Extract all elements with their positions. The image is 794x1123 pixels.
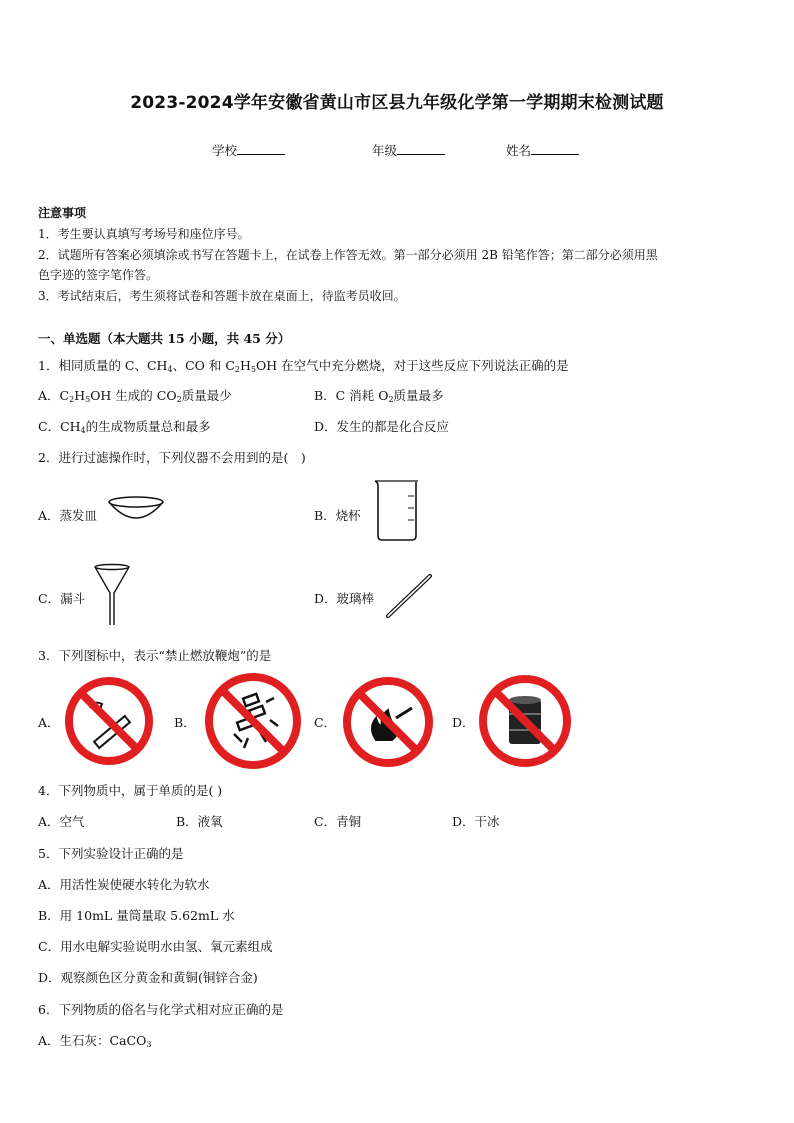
q4-option-b[interactable]: B．液氧	[176, 814, 223, 829]
question-4-stem: 4．下列物质中，属于单质的是( )	[38, 783, 223, 798]
page-title: 2023-2024学年安徽省黄山市区县九年级化学第一学期期末检测试题	[130, 93, 664, 113]
name-field	[506, 141, 579, 159]
q1-option-a[interactable]	[38, 386, 232, 404]
option-part: 质量最多	[393, 388, 444, 403]
grade-blank	[397, 142, 445, 155]
q5-option-d[interactable]: D．观察颜色区分黄金和黄铜(铜锌合金)	[38, 970, 258, 985]
funnel-icon	[92, 563, 132, 629]
option-part: OH 生成的 CO	[90, 388, 177, 403]
option-part: 质量最少	[181, 388, 232, 403]
no-flammable-barrel-sign-icon	[478, 674, 572, 768]
question-2-stem: 2．进行过滤操作时，下列仪器不会用到的是( )	[38, 450, 306, 465]
q2-option-d[interactable]: D．玻璃棒	[314, 591, 375, 606]
note-item: 2．试题所有答案必须填涂或书写在答题卡上，在试卷上作答无效。第一部分必须用 2B 铅笔作答；第二部分必须用黑	[38, 248, 658, 262]
subscript: 2	[234, 365, 240, 374]
subscript: 3	[146, 1040, 152, 1049]
note-item: 1．考生要认真填写考场号和座位序号。	[38, 227, 250, 241]
stem-part: H	[239, 358, 251, 373]
question-1-stem	[38, 356, 569, 374]
section-heading: 一、单选题（本大题共 15 小题，共 45 分）	[38, 331, 291, 346]
option-part: B．C 消耗 O	[314, 388, 389, 403]
name-blank	[531, 142, 579, 155]
q4-option-d[interactable]: D．干冰	[452, 814, 500, 829]
q4-option-c[interactable]: C．青铜	[314, 814, 362, 829]
q1-option-d[interactable]: D．发生的都是化合反应	[314, 419, 450, 434]
q2-option-b[interactable]: B．烧杯	[314, 508, 361, 523]
note-item: 色字迹的签字笔作答。	[38, 268, 159, 282]
subscript: 5	[85, 395, 91, 404]
option-part: 的生成物质量总和最多	[85, 419, 211, 434]
option-part: A．C	[38, 388, 70, 403]
q3-option-b[interactable]: B．	[174, 715, 196, 730]
no-smoking-sign-icon	[64, 676, 154, 766]
subscript: 5	[250, 365, 256, 374]
subscript: 2	[69, 395, 75, 404]
q3-option-a[interactable]: A．	[38, 715, 60, 730]
q5-option-a[interactable]: A．用活性炭使硬水转化为软水	[38, 877, 210, 892]
q2-option-c[interactable]: C．漏斗	[38, 591, 86, 606]
question-3-stem: 3．下列图标中，表示“禁止燃放鞭炮”的是	[38, 648, 272, 663]
evaporating-dish-icon	[106, 494, 166, 526]
q5-option-c[interactable]: C．用水电解实验说明水由氢、氧元素组成	[38, 939, 273, 954]
subscript: 4	[167, 365, 173, 374]
glass-rod-icon	[384, 572, 434, 620]
q3-option-d[interactable]: D．	[452, 715, 475, 730]
no-open-flame-sign-icon	[342, 676, 434, 768]
question-5-stem: 5．下列实验设计正确的是	[38, 846, 184, 861]
q4-option-a[interactable]: A．空气	[38, 814, 85, 829]
school-blank	[237, 142, 285, 155]
q1-option-b[interactable]	[314, 386, 444, 404]
notes-heading: 注意事项	[38, 206, 87, 220]
beaker-icon	[372, 478, 422, 544]
subscript: 4	[80, 426, 86, 435]
q1-option-c[interactable]	[38, 417, 211, 435]
option-part: H	[74, 388, 86, 403]
grade-label: 年级	[372, 143, 398, 158]
q2-option-a[interactable]: A．蒸发皿	[38, 508, 98, 523]
subscript: 2	[176, 395, 182, 404]
option-part: A．生石灰：CaCO	[38, 1033, 147, 1048]
question-6-stem: 6．下列物质的俗名与化学式相对应正确的是	[38, 1002, 284, 1017]
option-part: C．CH	[38, 419, 81, 434]
q3-option-c[interactable]: C．	[314, 715, 337, 730]
no-firecrackers-sign-icon	[204, 672, 302, 770]
q6-option-a[interactable]	[38, 1031, 151, 1049]
q5-option-b[interactable]: B．用 10mL 量筒量取 5.62mL 水	[38, 908, 235, 923]
stem-part: 、CO 和 C	[172, 358, 235, 373]
school-field	[212, 141, 285, 159]
stem-part: OH 在空气中充分燃烧，对于这些反应下列说法正确的是	[255, 358, 569, 373]
name-label: 姓名	[506, 143, 532, 158]
stem-part: 1．相同质量的 C、CH	[38, 358, 168, 373]
grade-field	[372, 141, 445, 159]
note-item: 3．考试结束后，考生须将试卷和答题卡放在桌面上，待监考员收回。	[38, 289, 406, 303]
school-label: 学校	[212, 143, 238, 158]
subscript: 2	[388, 395, 394, 404]
